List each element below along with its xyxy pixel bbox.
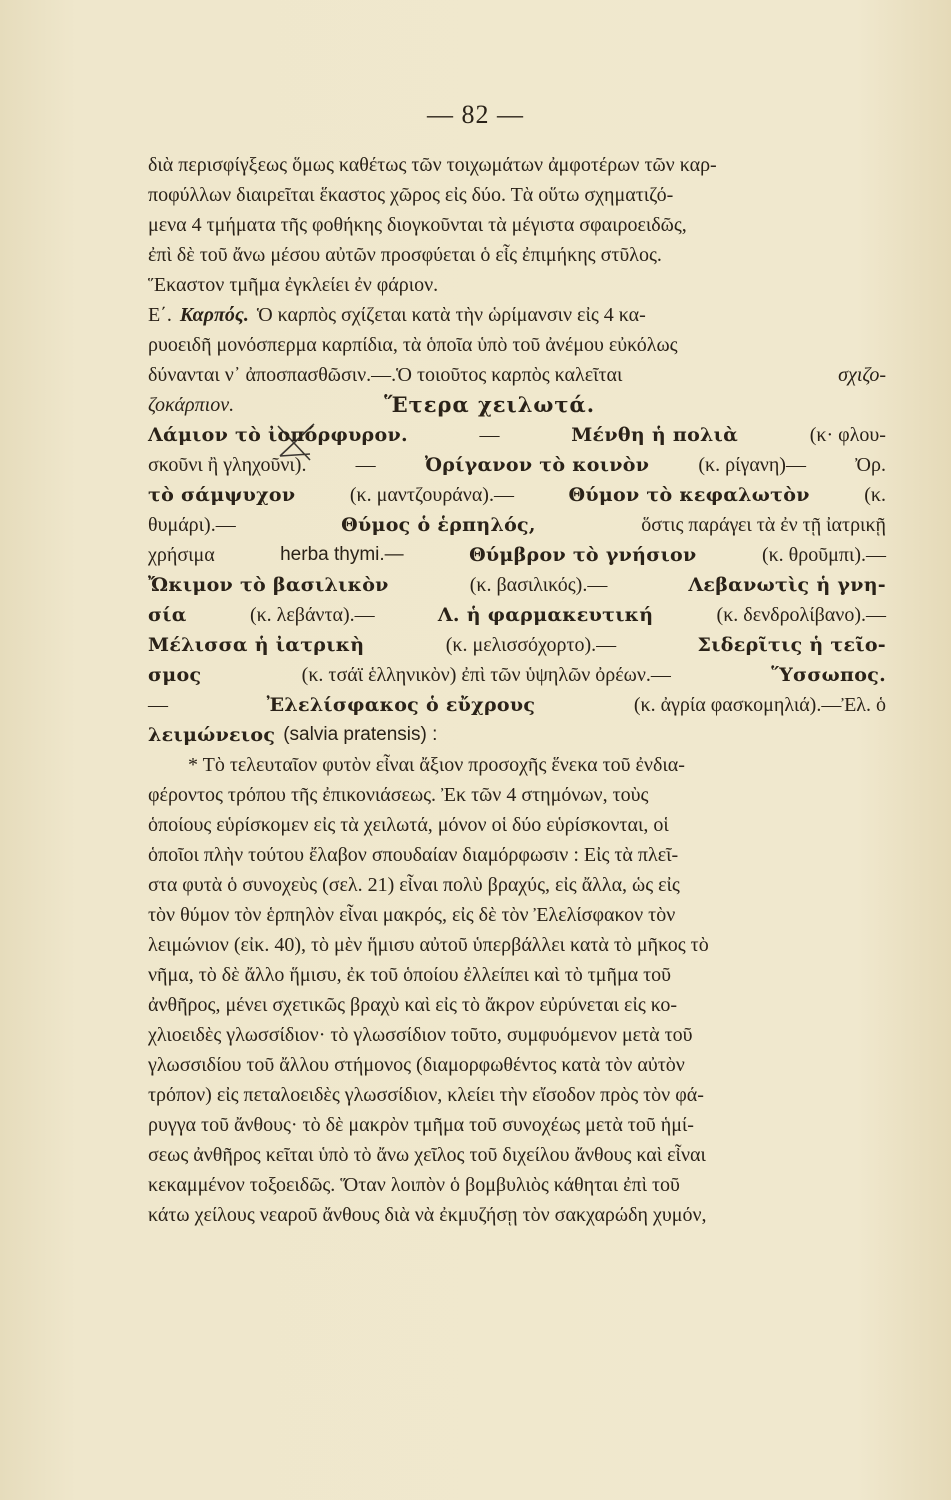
species-name: Λάμιον τὸ ἰοπόρφυρον. [148,424,408,446]
species-line [148,540,886,570]
species-note: χρήσιμα [148,544,215,566]
footnote-line: σεως ἀνθῆρος κεῖται ὑπὸ τὸ ἄνω χεῖλος τοῦ διχείλου ἄνθους καὶ εἶναι [148,1144,706,1166]
text-body [148,150,886,1230]
page-number: — 82 — [427,100,524,129]
text-line-content: Ἕκαστον τμῆμα ἐγκλείει ἐν φάριον. [148,274,439,296]
species-name: σμος [148,664,202,686]
species-name: τὸ σάμψυχον [148,484,296,506]
section-heading: Ἕτερα χειλωτά. [384,392,596,417]
latin-name: herba thymi.— [280,544,404,565]
footnote-line: νῆμα, τὸ δὲ ἄλλο ἥμισυ, ἐκ τοῦ ὁποίου ἐλλείπει καὶ τὸ τμῆμα τοῦ [148,964,672,986]
species-line [148,630,886,660]
karpos-line-3 [148,360,886,390]
species-line [148,600,886,630]
footnote-line: ὁποῖοι πλὴν τούτου ἔλαβον σπουδαίαν διαμόρφωσιν : Εἰς τὰ πλεῖ- [148,844,679,866]
species-name: Θύμβρον τὸ γνήσιον [469,544,697,566]
footnote-line: ρυγγα τοῦ ἄνθους· τὸ δὲ μακρὸν τμῆμα τοῦ συνοχέως μετὰ τοῦ ἡμί- [148,1114,694,1136]
footnote-line: τὸν θύμον τὸν ἑρπηλὸν εἶναι μακρός, εἰς δὲ τὸν Ἐλελίσφακον τὸν [148,904,676,926]
species-line [148,570,886,600]
text-line: ποφύλλων διαιρεῖται ἕκαστος χῶρος εἰς δύο. Τὰ οὕτω σχηματιζό- [148,184,674,206]
latin-name: (salvia pratensis) : [283,724,438,745]
species-note: ὅστις παράγει τὰ ἐν τῇ ἰατρικῇ [641,514,886,536]
text-line: ἐπὶ δὲ τοῦ ἄνω μέσου αὐτῶν προσφύεται ὁ εἷς ἐπιμήκης στῦλος. [148,244,662,266]
karpos-line-4 [148,390,886,420]
species-line [148,420,886,450]
species-line [148,450,886,480]
footnote-line: κεκαμμένον τοξοειδῶς. Ὅταν λοιπὸν ὁ βομβυλιὸς κάθηται ἐπὶ τοῦ [148,1174,680,1196]
species-name: Λεβανωτὶς ἡ γνη- [688,574,886,596]
species-note: (κ. ρίγανη)— [698,454,806,476]
text-line [148,270,886,300]
footnote-line: ὁποίους εὑρίσκομεν εἰς τὰ χειλωτά, μόνον οἱ δύο εὑρίσκονται, οἱ [148,814,669,836]
footnote-line: χλιοειδὲς γλωσσίδιον· τὸ γλωσσίδιον τοῦτο, συμφυόμενον μετὰ τοῦ [148,1024,693,1046]
footnote-line: ἀνθῆρος, μένει σχετικῶς βραχὺ καὶ εἰς τὸ ἄκρον εὐρύνεται εἰς κο- [148,994,678,1016]
footnote-line: γλωσσιδίου τοῦ ἄλλου στήμονος (διαμορφωθέντος κατὰ τὸν αὐτὸν [148,1054,685,1076]
footnote-line: στα φυτὰ ὁ συνοχεὺς (σελ. 21) εἶναι πολὺ βραχύς, εἰς ἄλλα, ὡς εἰς [148,874,680,896]
species-name: Ἐλελίσφακος ὁ εὔχρους [266,694,536,716]
separator: — [479,424,500,446]
species-line [148,720,886,750]
karpos-text: Ὁ καρπὸς σχίζεται κατὰ τὴν ὡρίμανσιν εἰς 4 κα- [256,304,646,326]
text-line: διὰ περισφίγξεως ὅμως καθέτως τῶν τοιχωμάτων ἀμφοτέρων τῶν καρ- [148,154,717,176]
species-note: (κ. [864,484,886,506]
species-name: Μέλισσα ἡ ἰατρικὴ [148,634,365,656]
section-title: Καρπός. [179,304,249,326]
species-note: (κ. μελισσόχορτο).— [445,634,617,656]
species-note: (κ. βασιλικός).— [469,574,608,596]
text-line: μενα 4 τμήματα τῆς φοθήκης διογκοῦνται τὰ μέγιστα σφαιροειδῶς, [148,214,687,236]
species-name: λειμώνειος [148,724,276,746]
footnote-line: λειμώνιον (εἰκ. 40), τὸ μὲν ἥμισυ αὐτοῦ ὑπερβάλλει κατὰ τὸ μῆκος τὸ [148,934,709,956]
footnote-line: τρόπον) εἰς πεταλοειδὲς γλωσσίδιον, κλείει τὴν εἴσοδον πρὸς τὸν φά- [148,1084,704,1106]
species-note: (κ. μαντζουράνα).— [349,484,514,506]
separator: — [355,454,376,476]
footnote-line: κάτω χείλους νεαροῦ ἄνθους διὰ νὰ ἐκμυζήσῃ τὸν σακχαρώδη χυμόν, [148,1204,707,1226]
karpos-line-2: ρυοειδῆ μονόσπερμα καρπίδια, τὰ ὁποῖα ὑπὸ τοῦ ἀνέμου εὐκόλως [148,334,678,356]
species-name: Ὀρίγανον τὸ κοινὸν [424,454,650,476]
species-name: Σιδερῖτις ἡ τεῖο- [697,634,886,656]
species-note: (κ· φλου- [809,424,886,446]
species-name: σία [148,604,187,626]
footnote-line: φέροντος τρόπου τῆς ἐπικονιάσεως. Ἐκ τῶν 4 στημόνων, τοὺς [148,784,649,806]
section-label: Ε΄. [148,304,172,326]
species-note: (κ. δενδρολίβανο).— [716,604,886,626]
species-line [148,660,886,690]
karpos-term: σχιζο- [838,364,886,386]
species-line [148,480,886,510]
species-note: Ὀρ. [855,454,886,476]
footnote-line: * Τὸ τελευταῖον φυτὸν εἶναι ἄξιον προσοχῆς ἕνεκα τοῦ ἐνδια- [188,754,685,776]
species-note: (κ. ἀγρία φασκομηλιά).—Ἐλ. ὁ [633,694,886,716]
species-name: Λ. ἡ φαρμακευτική [437,604,654,626]
species-note: (κ. θροῦμπι).— [761,544,886,566]
species-note: (κ. λεβάντα).— [249,604,375,626]
species-note: σκοῦνι ἢ γληχοῦνι). [148,454,307,476]
species-name: Μένθη ἡ πολιὰ [571,424,739,446]
karpos-term: ζοκάρπιον. [148,394,235,416]
species-name: Ὤκιμον τὸ βασιλικὸν [148,574,389,596]
separator: — [148,694,168,716]
species-line [148,690,886,720]
species-name: Ὕσσωπος. [771,664,886,686]
species-note: (κ. τσάϊ ἑλληνικὸν) ἐπὶ τῶν ὑψηλῶν ὀρέων.— [301,664,671,686]
species-line [148,510,886,540]
species-note: θυμάρι).— [148,514,236,536]
karpos-text: δύνανται ν᾽ ἀποσπασθῶσιν.—.Ὁ τοιοῦτος καρπὸς καλεῖται [148,364,623,386]
species-name: Θύμος ὁ ἑρπηλός, [341,514,536,536]
species-name: Θύμον τὸ κεφαλωτὸν [568,484,810,506]
karpos-line-1 [148,300,886,330]
